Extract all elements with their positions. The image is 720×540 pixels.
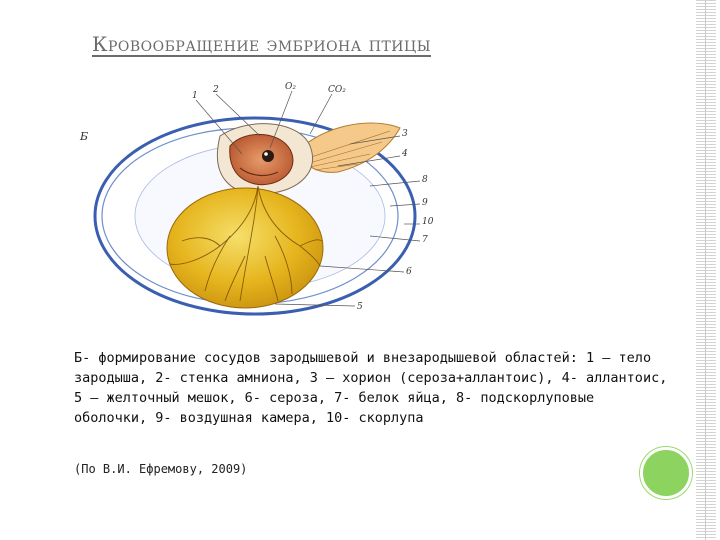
gas-co2-label: CO₂ (328, 85, 346, 95)
panel-label: Б (80, 130, 89, 143)
slide-title: Кровообращение эмбриона птицы (92, 32, 431, 56)
callout-2: 2 (213, 85, 219, 95)
callout-7: 7 (422, 235, 428, 245)
source-citation: (По В.И. Ефремову, 2009) (74, 462, 248, 476)
callout-6: 6 (406, 267, 412, 277)
embryo-figure (70, 76, 490, 326)
callout-10: 10 (422, 217, 434, 227)
callout-5: 5 (357, 302, 363, 312)
yolk-sac (167, 188, 323, 308)
callout-8: 8 (422, 175, 428, 185)
embryo-eye (262, 150, 274, 162)
figure-caption: Б- формирование сосудов зародышевой и внезародышевой областей: 1 – тело зародыша, 2- стенка амниона, 3 – хорион (сероза+аллантоис), 4- аллантоис, 5 – желточный мешок, 6- сероза, 7- белок яйца, 8- подскорлуповые оболочки, 9- воздушная камера, 10- скорлупа (74, 350, 668, 426)
embryo-diagram (70, 76, 490, 326)
callout-1: 1 (192, 91, 198, 101)
callout-4: 4 (402, 149, 408, 159)
decorative-green-circle (640, 447, 692, 499)
decorative-right-rule (696, 0, 716, 540)
callout-3: 3 (402, 129, 408, 139)
callout-9: 9 (422, 198, 428, 208)
gas-o2-label: O₂ (285, 82, 296, 92)
